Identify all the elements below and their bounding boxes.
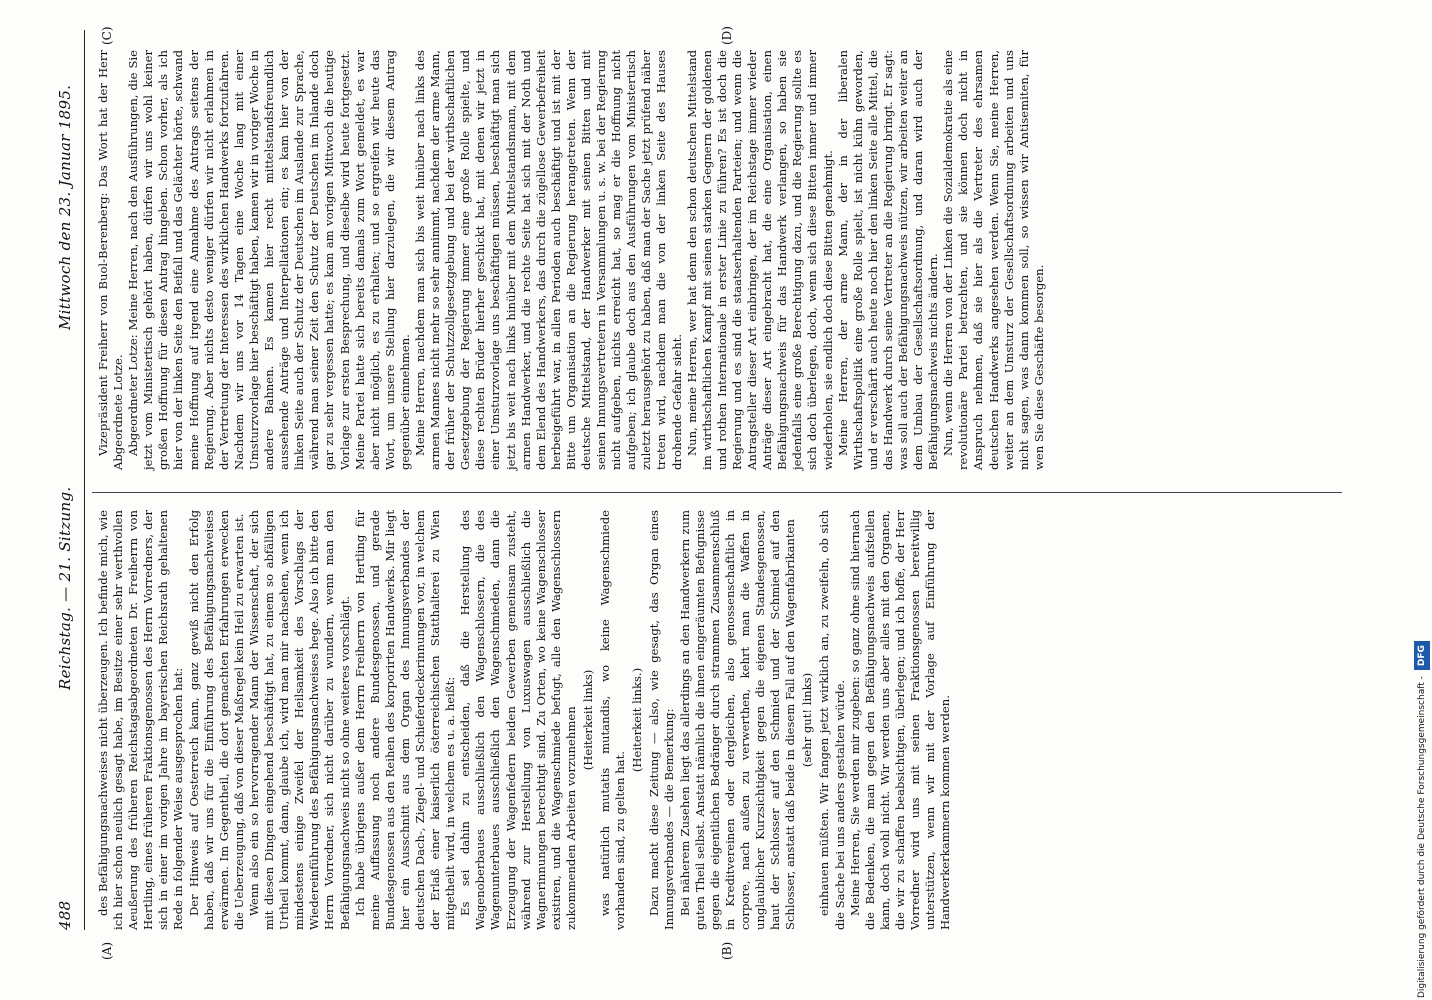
paragraph: Meine Herren, Sie werden mir zugeben: so ganz ohne sind hiernach die Bedenken, die man gegen den Befähigungsnachweis aufstellen kann, doch wohl nicht. Wir werden uns aber alles mit den Organen, die wir zu schaffen beabsichtigen, überlegen; und ich hoffe, der Herr Vorredner wird uns mit seinen Fraktionsgenossen bereitwillig unterstützen, wenn wir mit der Vorlage auf Einführung der Handwerkerkammern kommen werden.: [847, 510, 953, 930]
paragraph: des Befähigungsnachweises nicht überzeugen. Ich befinde mich, wie ich hier schon neulich gesagt habe, im Besitze einer sehr werthvollen Aeußerung des früheren Reichstagsabgeordneten Dr. Freiherrn von Hertling, eines früheren Fraktionsgenossen des Herrn Vorredners, der sich in einer im vorigen Jahre im bayerischen Reichsrath gehaltenen Rede in folgender Weise ausgesprochen hat:: [96, 510, 186, 930]
margin-marker-b: (B): [720, 941, 734, 960]
interjection: (sehr gut! links): [800, 672, 815, 768]
right-column: [96, 50, 1047, 470]
paragraph: Nun, wenn die Herren von der Linken die Sozialdemokratie als eine revolutionäre Partei betrachten, und sie können doch nicht in Anspruch nehmen, daß sie hier als die Vertreter des ehrsamen deutschen Handwerks angesehen werden. Wenn Sie, meine Herren, weiter an dem Umsturz der Gesellschaftsordnung arbeiten und uns nicht sagen, was dann kommen soll, so wissen wir Antisemiten, für wen Sie diese Geschäfte besorgen.: [941, 50, 1046, 470]
margin-marker-c: (C): [100, 26, 114, 45]
paragraph: einhauen müßten. Wir fangen jetzt wirklich an, zu zweifeln, ob sich die Sache bei uns anders gestalten würde.: [817, 510, 847, 930]
margin-marker-d: (D): [720, 26, 734, 45]
left-column: [96, 510, 953, 930]
paragraph: Es sei dahin zu entscheiden, daß die Herstellung des Wagenoberbaues ausschließlich den Wagenschlossern, die des Wagenunterbaues ausschließlich den Wagenschmieden, dann die Erzeugung der Wagenfedern beiden Gewerben gemeinsam zusteht, während zur Herstellung von Luxuswagen ausschließlich die Wagnerinnungen berechtigt sind. Zu Orten, wo keine Wagenschlosser existiren, und die Wagenschmiede befugt, alle den Wagenschlossern zukommenden Arbeiten vorzunehmen: [458, 510, 578, 930]
session-title: Reichstag. — 21. Sitzung.: [56, 486, 74, 690]
interjection: (Heiterkeit links): [581, 669, 595, 771]
margin-marker-a: (A): [100, 941, 114, 960]
header-rule: [84, 30, 85, 930]
paragraph: Ich habe übrigens außer dem Herrn Freiherrn von Hertling für meine Auffassung noch andere Bundesgenossen, und gerade Bundesgenossen aus den Reihen des korporirten Handwerks. Mir liegt hier ein Ausschnitt aus dem Organ des Innungsverbandes der deutschen Dach-, Ziegel- und Schieferdeckerinnungen vor, in welchem der Erlaß einer kaiserlich österreichischen Statthalterei zu Wien mitgetheilt wird, in welchem es u. a. heißt:: [352, 510, 458, 930]
paragraph: was natürlich mutatis mutandis, wo keine Wagenschmiede vorhanden sind, zu gelten hat.: [598, 510, 628, 930]
paragraph: Meine Herren, nachdem man sich bis weit hinüber nach links des armen Mannes nicht mehr so sehr annimmt, nachdem der arme Mann, der früher der Schutzzollgesetzgebung und bei der wirthschaftlichen Gesetzgebung der Regierung immer eine große Rolle spielte, und diese rechten Brüder hierher geschickt hat, mit denen wir jetzt in einer Umsturzvorlage uns beschäftigen müssen, beschäftigt man sich jetzt bis weit nach links hinüber mit dem Mittelstandsmann, mit dem armen Handwerker, und die rechte Seite hat sich mit der Noth und dem Elend des Handwerkers, das durch die zügellose Gewerbefreiheit herbeigeführt war, in allen Perioden auch beschäftigt und ist mit der Bitte um Organisation an die Regierung herangetreten. Wenn der deutsche Mittelstand, der Handwerker mit seinen Bitten und mit seinen Innungsvertretern in Versammlungen u. s. w. bei der Regierung nicht aufgeben, nichts erreicht hat, so mag er die Hoffnung nicht aufgeben; ich glaube doch aus den Ausführungen vom Ministertisch zuletzt herausgehört zu haben, daß man der Sache jetzt prüfend näher treten wird, nachdem man die von der linken Seite des Hauses drohende Gefahr sieht.: [412, 50, 684, 470]
dfg-strip: [1414, 2, 1430, 998]
paragraph: Abgeordneter Lotze: Meine Herren, nach den Ausführungen, die Sie jetzt vom Ministertisch gehört haben, dürfen wir uns wohl keiner großen Hoffnung für diesen Antrag hingeben. Schon vorher, als ich hier von der linken Seite den Beifall und das Gelächter hörte, schwand meine Hoffnung auf irgend eine Annahme des Antrags seitens der Regierung. Aber nichts desto weniger dürfen wir nicht erlahmen in der Vertretung der Interessen des wirklichen Handwerks fortzufahren. Nachdem wir uns vor 14 Tagen eine Woche lang mit einer Umsturzvorlage hier beschäftigt haben, kamen wir in voriger Woche in andere Bahnen. Es kamen hier recht mittelstandsfreundlich aussehende Anträge und Interpellationen ein; es kam hier von der linken Seite auch der Schutz der Deutschen im Auslande zur Sprache, während man seiner Zeit den Schutz der Deutschen im Inlande doch gar zu sehr vergessen hatte; es kam am vorigen Mittwoch die heutige Vorlage zur ersten Besprechung, und dieselbe wird heute fortgesetzt. Meine Partei hatte sich bereits damals zum Wort gemeldet, es war aber nicht möglich, es zu erhalten; und so ergreifen wir heute das Wort, um unsere Stellung hier darzulegen, die wir diesem Antrag gegenüber einnehmen.: [126, 50, 412, 470]
paragraph: Nun, meine Herren, wer hat denn den schon deutschen Mittelstand im wirthschaftlichen Kampf mit seinen starken Gegnern der goldenen und rothen Internationale in erster Linie zu führen? Es ist doch die Regierung und es sind die staatserhaltenden Parteien; und wenn die Antragsteller dieser Art einbringen, der im Reichstage immer wieder Anträge dieser Art eingebracht hat, die eine Organisation, einen Befähigungsnachweis für das Handwerk verlangen, so haben sie jedenfalls eine große Berechtigung dazu, und die Regierung sollte es sich doch überlegen, doch, wenn sich diese Bitten immer und immer wiederholen, sie endlich doch diese Bitten genehmigt.: [684, 50, 835, 470]
dfg-credit-text: Digitalisierung gefördert durch die Deutsche Forschungsgemeinschaft -: [1417, 676, 1427, 998]
column-divider: [92, 492, 1342, 493]
dfg-credit: [1414, 2, 1430, 998]
session-date: Mittwoch den 23. Januar 1895.: [56, 84, 74, 330]
paragraph: Der Hinweis auf Oesterreich kann, ganz gewiß nicht den Erfolg haben, daß wir uns für die Einführung des Befähigungsnachweises erwärmen. Im Gegentheil, die dort gemachten Erfahrungen erwecken die Ueberzeugung, daß von dieser Maßregel kein Heil zu erwarten ist.: [186, 510, 246, 930]
paragraph: Wenn also ein so hervorragender Mann der Wissenschaft, der sich mit diesen Dingen eingehend beschäftigt hat, zu einem so abfälligen Urtheil kommt, dann, glaube ich, wird man mir nachsehen, wenn ich mindestens einige Zweifel der Heilsamkeit des Vorschlags der Wiedereinführung des Befähigungsnachweises hege. Also ich bitte den Herrn Vorredner, sich nicht darüber zu wundern, wenn man den Befähigungsnachweis nicht so ohne weiteres vorschlägt.: [246, 510, 352, 930]
paragraph: Meine Herren, der arme Mann, der in der liberalen Wirthschaftspolitik eine große Rolle spielt, ist nicht kühn geworden, und er verschärft auch heute noch hier den linken Seite alle Mittel, die das Handwerk durch seine Vertreter an die Regierung bringt. Er sagt: was soll auch der Befähigungsnachweis nützen, wir arbeiten weiter an dem Umbau der Gesellschaftsordnung, und daran wird auch der Befähigungsnachweis nichts ändern.: [835, 50, 941, 470]
interjection: (Heiterkeit links.): [630, 667, 645, 773]
dfg-logo: DFG: [1414, 641, 1430, 670]
paragraph: Bei näherem Zusehen liegt das allerdings an den Handwerkern zum guten Theil selbst. Anstatt nämlich die ihnen eingeräumten Befugnisse gegen die eigentlichen Bedränger durch strammen Zusammenschluß in Kreditvereinen oder dergleichen, also genossenschaftlich in corpore, nach außen zu verwerthen, kehrt man die Waffen in unglaublicher Kurzsichtigkeit gegen die eigenen Standesgenossen, haut der Schlosser auf den Schmied und der Schmied auf den Schlosser, anstatt daß beide in diesem Fall auf den Wagenfabrikanten: [677, 510, 798, 930]
page-header: [56, 30, 78, 930]
paragraph: Dazu macht diese Zeitung — also, wie gesagt, das Organ eines Innungsverbandes — die Bemerkung:: [647, 510, 677, 930]
paragraph: Vizepräsident Freiherr von Buol-Berenberg: Das Wort hat der Herr Abgeordnete Lotze.: [96, 50, 126, 470]
page-number: 488: [56, 900, 74, 930]
